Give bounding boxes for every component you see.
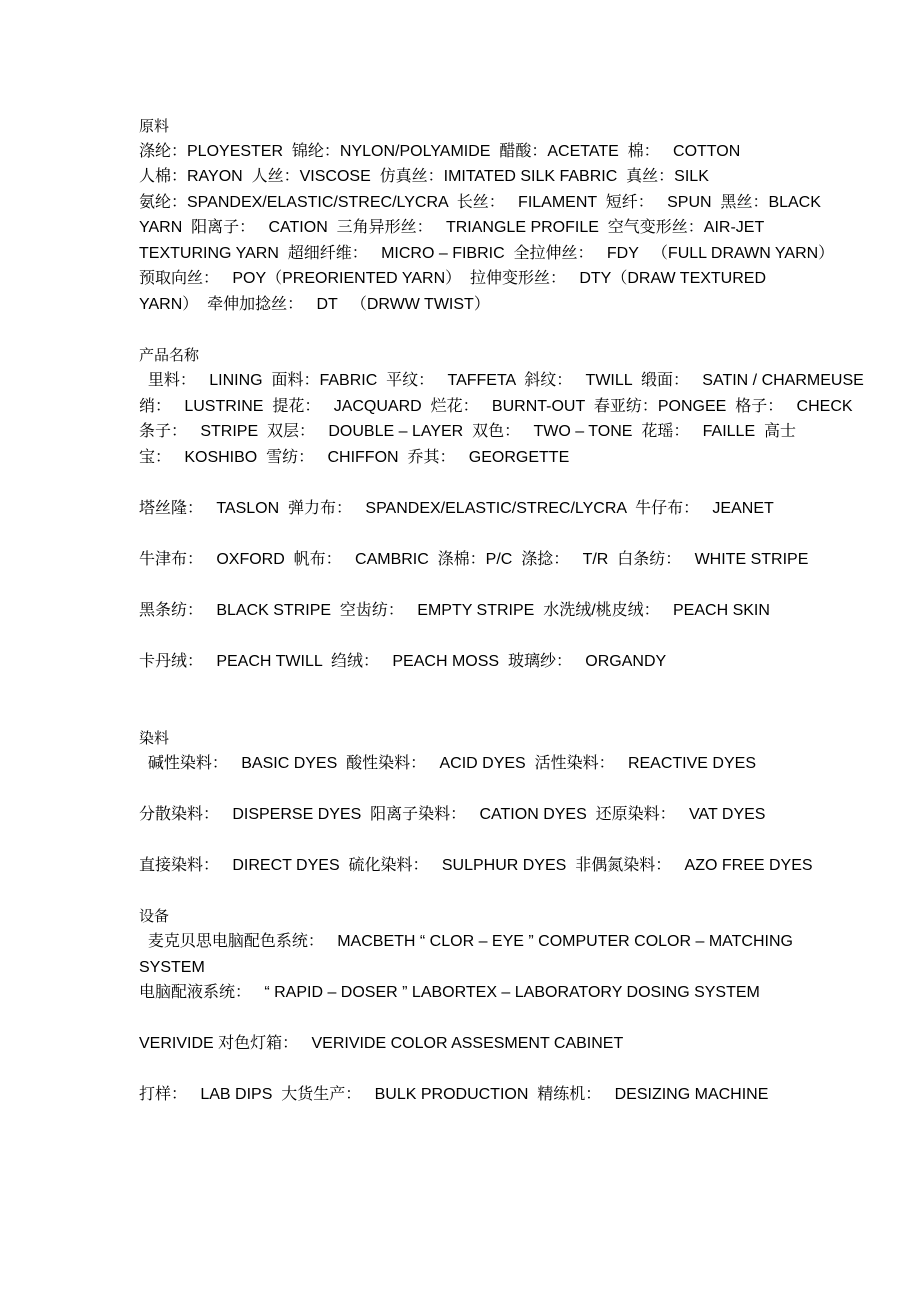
text-line: 直接染料： DIRECT DYES 硫化染料： SULPHUR DYES 非偶氮染料： AZO FREE DYES (139, 857, 813, 874)
text-line: 绡： LUSTRINE 提花： JACQUARD 烂花： BURNT-OUT 春亚纺：PONGEE 格子： CHECK (139, 398, 853, 415)
section-heading-dyes: 染料 (139, 729, 170, 747)
text-line: 涤纶：PLOYESTER 锦纶：NYLON/POLYAMIDE 醋酸：ACETATE 棉： COTTON (139, 143, 741, 160)
text-line: SYSTEM (139, 959, 205, 976)
text-line: 宝： KOSHIBO 雪纺： CHIFFON 乔其： GEORGETTE (139, 449, 570, 466)
text-line: 人棉：RAYON 人丝：VISCOSE 仿真丝：IMITATED SILK FABRIC 真丝：SILK (139, 168, 709, 185)
text-line: 塔丝隆： TASLON 弹力布： SPANDEX/ELASTIC/STREC/LYCRA 牛仔布： JEANET (139, 500, 774, 517)
text-line: YARN） 牵伸加捻丝： DT （DRWW TWIST） (139, 296, 490, 313)
text-line: 预取向丝： POY（PREORIENTED YARN） 拉伸变形丝： DTY（DRAW TEXTURED (139, 270, 767, 287)
section-heading-raw-materials: 原料 (139, 117, 170, 135)
text-line: 里料： LINING 面料：FABRIC 平纹： TAFFETA 斜纹： TWILL 缎面： SATIN / CHARMEUSE (139, 372, 864, 389)
text-line: 碱性染料： BASIC DYES 酸性染料： ACID DYES 活性染料： REACTIVE DYES (139, 755, 756, 772)
text-line: 卡丹绒： PEACH TWILL 绉绒： PEACH MOSS 玻璃纱： ORGANDY (139, 653, 667, 670)
text-line: 麦克贝思电脑配色系统： MACBETH “ CLOR – EYE ” COMPUTER COLOR – MATCHING (139, 933, 793, 950)
text-line: 氨纶：SPANDEX/ELASTIC/STREC/LYCRA 长丝： FILAMENT 短纤： SPUN 黑丝：BLACK (139, 194, 821, 211)
text-line: 分散染料： DISPERSE DYES 阳离子染料： CATION DYES 还原染料： VAT DYES (139, 806, 766, 823)
text-line: TEXTURING YARN 超细纤维： MICRO – FIBRIC 全拉伸丝： FDY （FULL DRAWN YARN） (139, 245, 835, 262)
text-line: 条子： STRIPE 双层： DOUBLE – LAYER 双色： TWO – TONE 花瑶： FAILLE 高士 (139, 423, 797, 440)
section-heading-product-names: 产品名称 (139, 346, 200, 364)
text-line: 牛津布： OXFORD 帆布： CAMBRIC 涤棉：P/C 涤捻： T/R 白条纺： WHITE STRIPE (139, 551, 809, 568)
text-line: 电脑配液系统： “ RAPID – DOSER ” LABORTEX – LABORATORY DOSING SYSTEM (139, 984, 760, 1001)
text-line: 打样： LAB DIPS 大货生产： BULK PRODUCTION 精练机： DESIZING MACHINE (139, 1086, 769, 1103)
text-line: VERIVIDE 对色灯箱： VERIVIDE COLOR ASSESMENT CABINET (139, 1035, 624, 1052)
text-line: 黑条纺： BLACK STRIPE 空齿纺： EMPTY STRIPE 水洗绒/桃皮绒： PEACH SKIN (139, 602, 770, 619)
text-line: YARN 阳离子： CATION 三角异形丝： TRIANGLE PROFILE 空气变形丝：AIR-JET (139, 219, 765, 236)
section-heading-equipment: 设备 (139, 907, 170, 925)
